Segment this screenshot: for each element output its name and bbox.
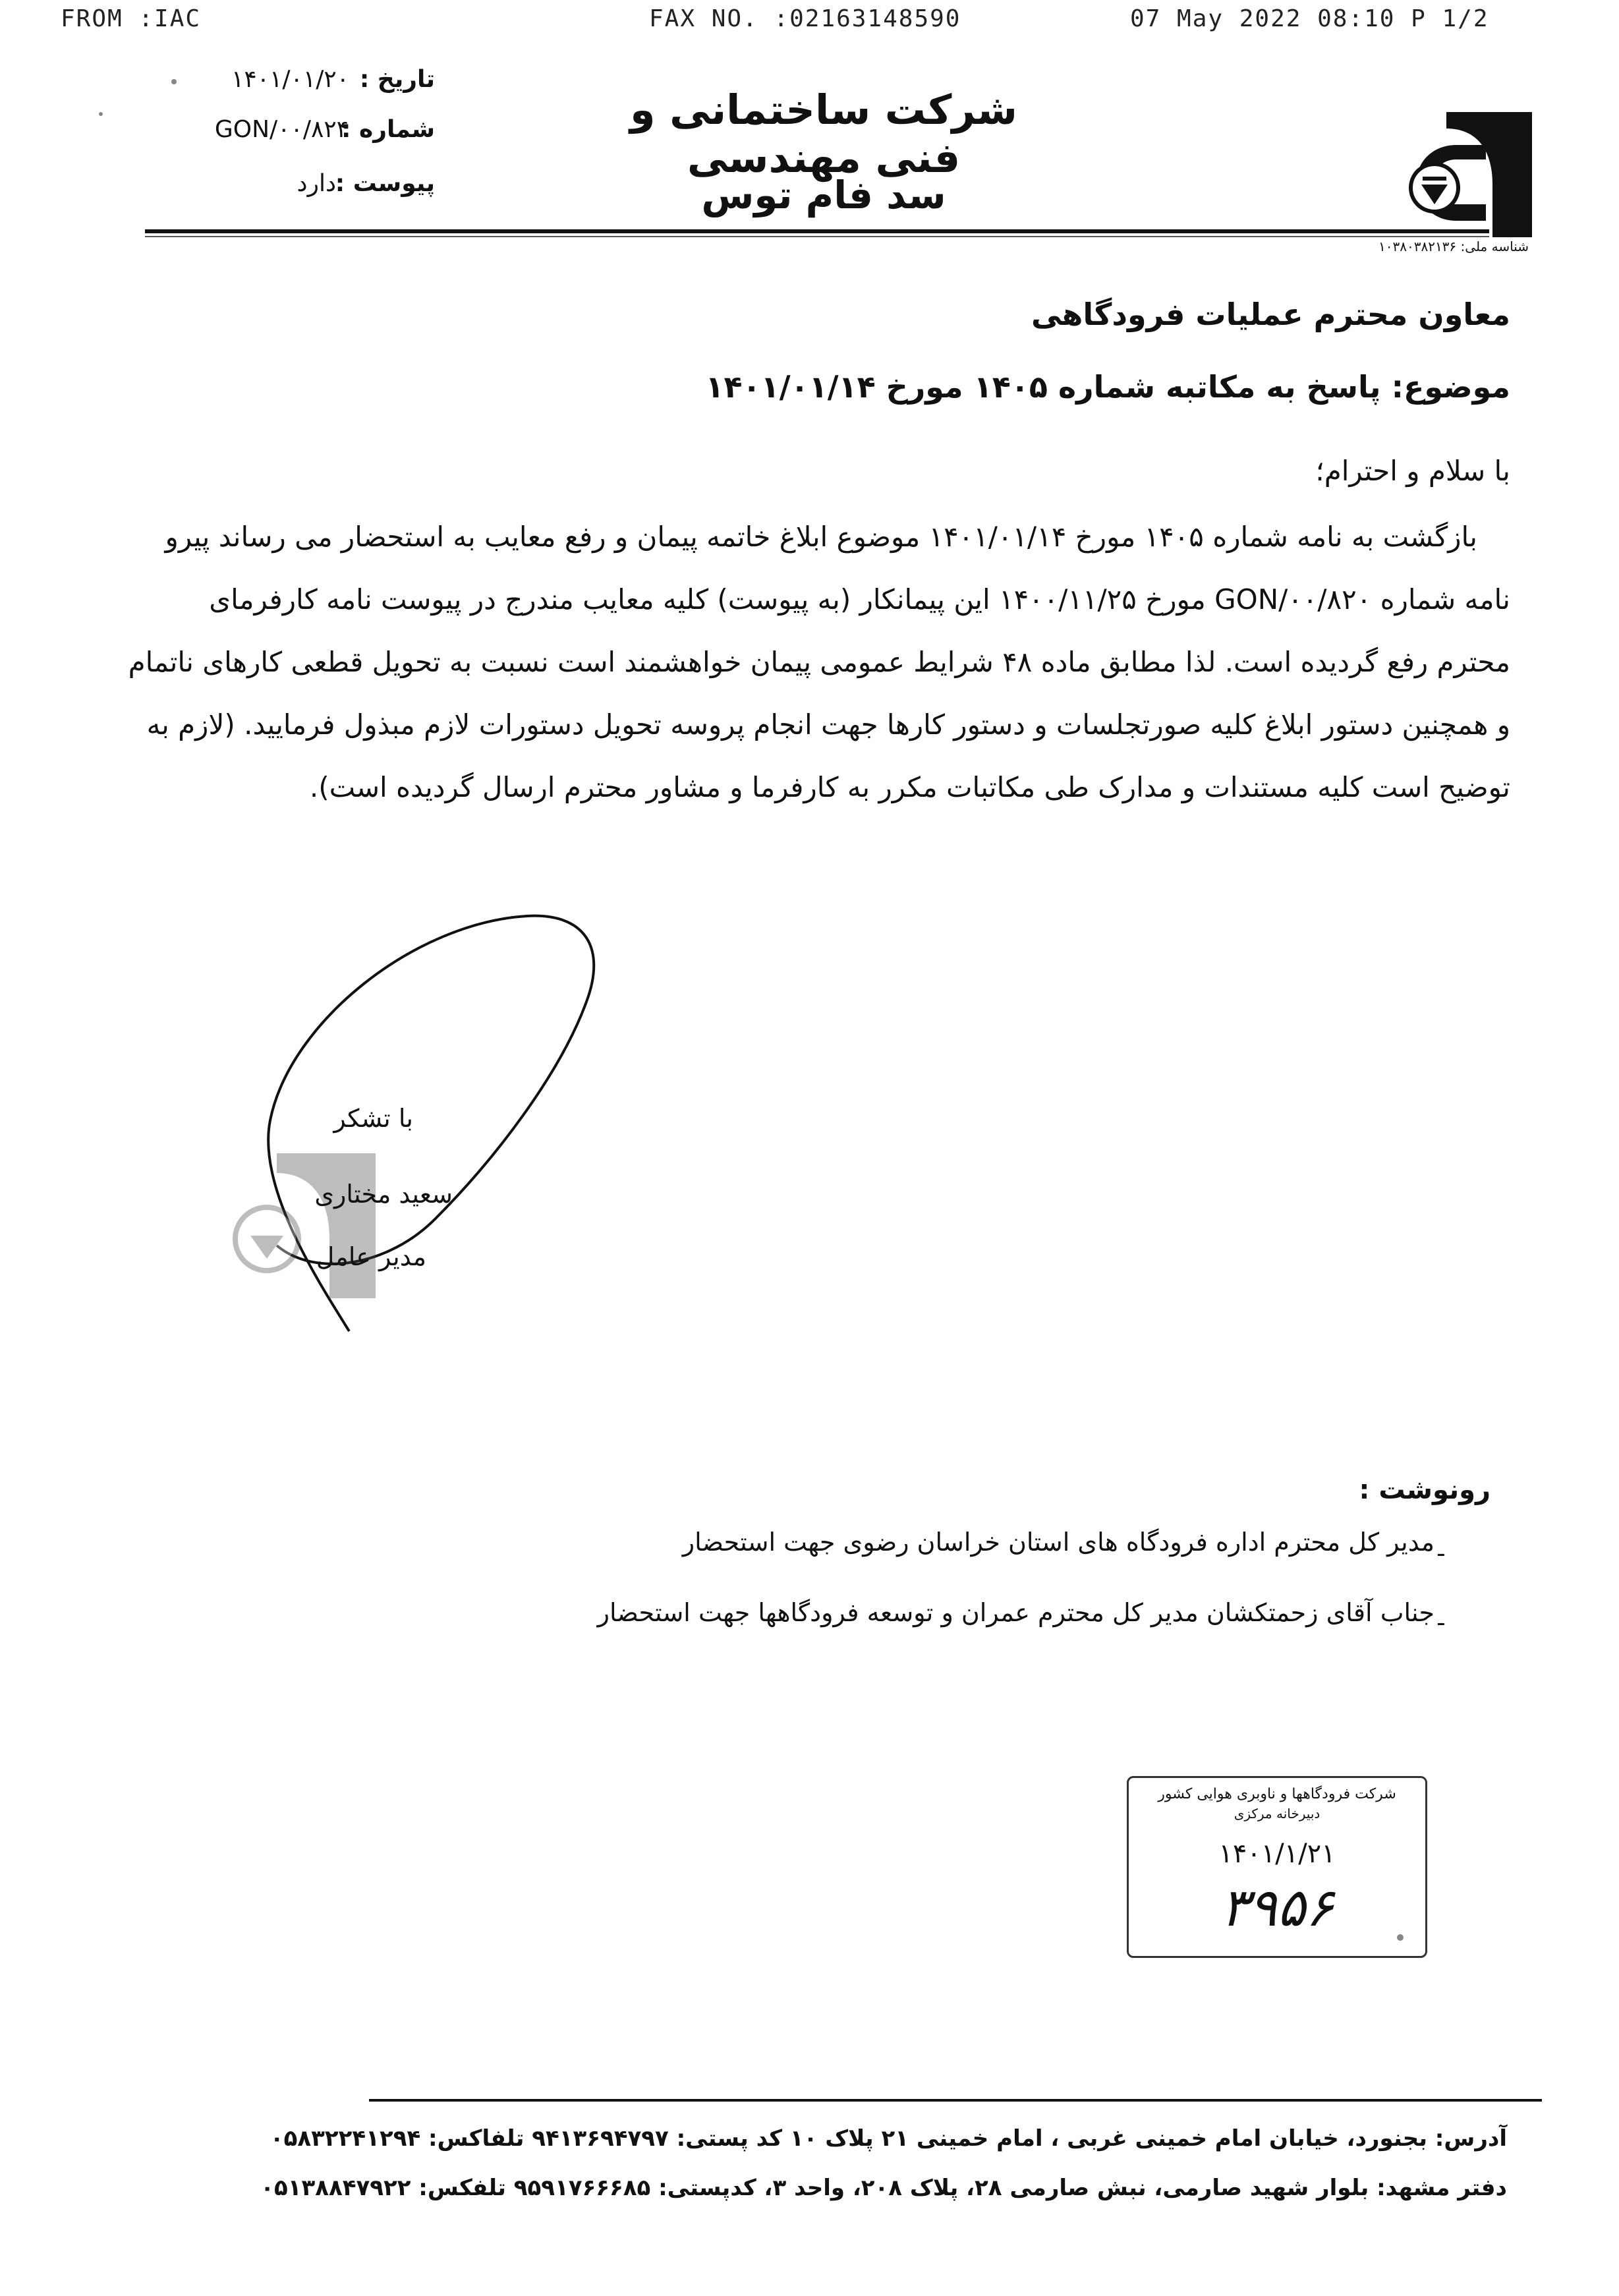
footer-address: آدرس: بجنورد، خیابان امام خمینی غربی ، امام خمینی ۲۱ پلاک ۱۰ کد پستی: ۹۴۱۳۶۹۴۷۹۷ تلفاکس: ۰۵۸۳۲۲۴۱۲۹۴ — [270, 2125, 1507, 2152]
footer-rule — [369, 2099, 1542, 2102]
cc-title: رونوشت : — [1359, 1475, 1491, 1505]
number-label: شماره : — [341, 116, 435, 143]
header-rule-thin — [145, 236, 1489, 237]
stamp-org: شرکت فرودگاهها و ناوبری هوایی کشور — [1158, 1786, 1396, 1802]
footer-mashhad-office: دفتر مشهد: بلوار شهید صارمی، نبش صارمی ۲۸، پلاک ۲۰۸، واحد ۳، کدپستی: ۹۵۹۱۷۶۶۶۸۵ تلفکس: ۰۵۱۳۸۸۴۷۹۲۲ — [260, 2175, 1507, 2201]
number-row — [185, 116, 435, 149]
company-logo — [1394, 105, 1539, 244]
registry-stamp — [1127, 1776, 1427, 1958]
stamp-number: ۳۹۵۶ — [1220, 1877, 1334, 1938]
fax-datetime: 07 May 2022 08:10 P 1/2 — [1130, 5, 1489, 32]
signer-name: سعید مختاری — [314, 1180, 453, 1209]
cc-item: مدیر کل محترم اداره فرودگاه های استان خراسان رضوی جهت استحضار — [682, 1528, 1434, 1557]
attachment-label: پیوست : — [335, 170, 435, 197]
paragraph-line: و همچنین دستور ابلاغ کلیه صورتجلسات و دستور کارها جهت انجام پروسه تحویل دستورات لازم مبذول فرمایید. (لازم به — [146, 708, 1510, 741]
scan-speck — [1397, 1934, 1404, 1941]
attachment-value: دارد — [297, 170, 336, 197]
signature-closing: با تشکر — [333, 1104, 413, 1133]
cc-dash: - — [1436, 1608, 1446, 1637]
paragraph-line: محترم رفع گردیده است. لذا مطابق ماده ۴۸ شرایط عمومی پیمان خواهشمند است نسبت به تحویل قطعی کارهای ناتمام — [128, 646, 1510, 678]
cc-item: جناب آقای زحمتکشان مدیر کل محترم عمران و توسعه فرودگاهها جهت استحضار — [597, 1598, 1434, 1627]
fax-from: FROM :IAC — [61, 5, 202, 32]
number-value: GON/۰۰/۸۲۴ — [214, 116, 349, 143]
logo-caption: شناسه ملی: ۱۰۳۸۰۳۸۲۱۳۶ — [1378, 239, 1529, 254]
date-row — [185, 66, 435, 99]
stamp-date: ۱۴۰۱/۱/۲۱ — [1218, 1839, 1336, 1869]
cc-dash: - — [1436, 1539, 1446, 1568]
subject: موضوع: پاسخ به مکاتبه شماره ۱۴۰۵ مورخ ۱۴۰۱/۰۱/۱۴ — [705, 369, 1510, 405]
paragraph-line: توضیح است کلیه مستندات و مدارک طی مکاتبات مکرر به کارفرما و مشاور محترم ارسال گردیده است). — [309, 771, 1510, 803]
greeting: با سلام و احترام؛ — [1315, 455, 1510, 487]
header-rule — [145, 229, 1489, 233]
attachment-row — [185, 170, 435, 203]
date-label: تاریخ : — [359, 66, 435, 93]
company-seal — [217, 1147, 389, 1305]
scan-speck — [171, 79, 177, 84]
fax-number: FAX NO. :02163148590 — [649, 5, 961, 32]
recipient: معاون محترم عملیات فرودگاهی — [1031, 297, 1510, 332]
paragraph-line: نامه شماره GON/۰۰/۸۲۰ مورخ ۱۴۰۰/۱۱/۲۵ این پیمانکار (به پیوست) کلیه معایب مندرج در پیوست نامه کارفرمای — [209, 583, 1510, 616]
paragraph-line: بازگشت به نامه شماره ۱۴۰۵ مورخ ۱۴۰۱/۰۱/۱۴ موضوع ابلاغ خاتمه پیمان و رفع معایب به استحضار می رساند پیرو — [165, 521, 1477, 553]
scan-speck — [99, 112, 103, 116]
company-logo-mark — [1394, 105, 1539, 244]
company-name: شرکت ساختمانی و فنی مهندسی — [629, 86, 1018, 182]
company-brand: سد فام توس — [701, 173, 946, 217]
signer-title: مدیر عامل — [316, 1242, 426, 1271]
stamp-office: دبیرخانه مرکزی — [1234, 1806, 1321, 1822]
date-value: ۱۴۰۱/۰۱/۲۰ — [231, 66, 349, 93]
